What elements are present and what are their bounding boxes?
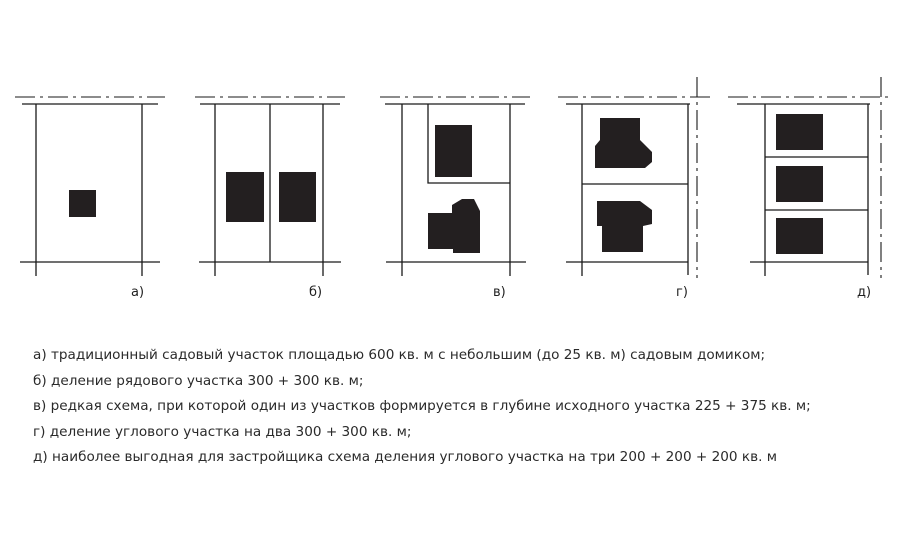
scheme-g	[558, 77, 710, 300]
house-right	[279, 172, 316, 222]
scheme-label: в)	[493, 285, 506, 300]
scheme-d	[728, 77, 890, 300]
caption-b: б) деление рядового участка 300 + 300 кв. м;	[33, 372, 364, 389]
scheme-label: г)	[676, 285, 688, 300]
house-rear	[428, 199, 480, 253]
caption-list	[33, 343, 873, 471]
house-front	[435, 125, 472, 177]
caption-d: д) наиболее выгодная для застройщика схема деления углового участка на три 200 + 200 + 200 кв. м	[33, 449, 778, 465]
house-1	[776, 114, 823, 150]
garden-house	[69, 190, 96, 217]
house-bottom	[597, 201, 652, 252]
house-left	[226, 172, 264, 222]
scheme-v	[380, 97, 530, 300]
scheme-a	[15, 97, 165, 300]
house-top	[595, 118, 652, 168]
house-3	[776, 218, 823, 254]
scheme-label: б)	[309, 285, 323, 300]
scheme-label: а)	[131, 285, 145, 300]
caption-a: а) традиционный садовый участок площадью 600 кв. м с небольшим (до 25 кв. м) садовым домиком;	[33, 347, 766, 363]
caption-v: в) редкая схема, при которой один из участков формируется в глубине исходного участка 225 + 375 кв. м;	[33, 398, 811, 414]
caption-g: г) деление углового участка на два 300 + 300 кв. м;	[33, 423, 412, 440]
scheme-b	[195, 97, 345, 300]
scheme-label: д)	[857, 285, 872, 300]
house-2	[776, 166, 823, 202]
